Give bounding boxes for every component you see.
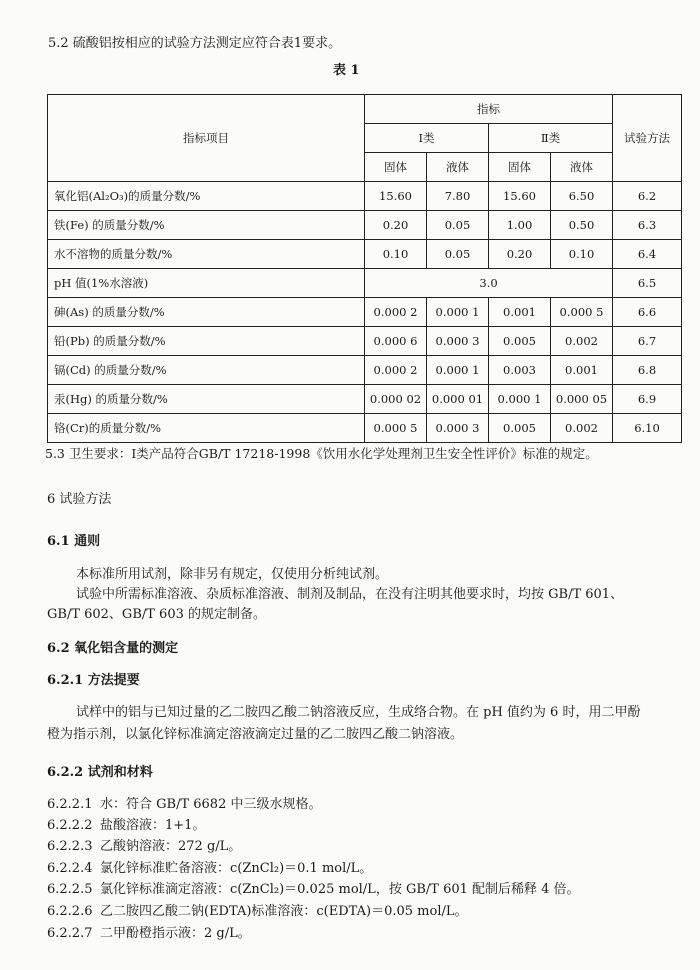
section-6-1-heading: 6.1 通则 (47, 534, 101, 549)
spec-table (47, 94, 682, 443)
row-class1-solid: 15.60 (365, 182, 427, 211)
section-5-2: 5.2 硫酸铝按相应的试验方法测定应符合表1要求。 (48, 36, 342, 51)
row-item-label: 氧化铝(Al₂O₃)的质量分数/% (48, 182, 365, 211)
table-row (48, 414, 682, 443)
reagent-number: 6.2.2.2 (47, 818, 93, 833)
head-item: 指标项目 (48, 95, 365, 182)
reagent-text: 氯化锌标准滴定溶液：c(ZnCl₂)＝0.025 mol/L，按 GB/T 601 配制后稀释 4 倍。 (100, 882, 580, 897)
row-item-label: 水不溶物的质量分数/% (48, 240, 365, 269)
row-method: 6.10 (613, 414, 682, 443)
row-class1-liquid: 0.000 1 (427, 356, 489, 385)
row-class2-liquid: 0.50 (551, 211, 613, 240)
row-class1-liquid: 0.000 1 (427, 298, 489, 327)
para-6-1-line1: 本标准所用试剂，除非另有规定，仅使用分析纯试剂。 (76, 567, 389, 582)
row-class2-solid: 0.20 (489, 240, 551, 269)
row-class1-solid: 0.000 6 (365, 327, 427, 356)
row-class2-liquid: 0.000 5 (551, 298, 613, 327)
reagent-text: 乙二胺四乙酸二钠(EDTA)标准溶液：c(EDTA)＝0.05 mol/L。 (100, 904, 468, 919)
row-class1-solid: 0.000 2 (365, 298, 427, 327)
row-class2-liquid: 0.10 (551, 240, 613, 269)
row-class2-liquid: 0.001 (551, 356, 613, 385)
reagent-text: 水：符合 GB/T 6682 中三级水规格。 (100, 797, 322, 812)
reagent-number: 6.2.2.4 (47, 861, 93, 876)
row-class2-liquid: 0.002 (551, 414, 613, 443)
head-c1-liquid: 液体 (427, 153, 489, 182)
row-class1-liquid: 0.05 (427, 240, 489, 269)
table-row (48, 356, 682, 385)
row-item-label: pH 值(1%水溶液) (48, 269, 365, 298)
para-6-2-1-line1: 试样中的铝与已知过量的乙二胺四乙酸二钠溶液反应，生成络合物。在 pH 值约为 6 时，用二甲酚 (76, 705, 641, 720)
row-merged-value: 3.0 (365, 269, 613, 298)
row-method: 6.9 (613, 385, 682, 414)
reagent-number: 6.2.2.7 (47, 926, 93, 941)
table-caption: 表 1 (333, 63, 360, 78)
row-item-label: 汞(Hg) 的质量分数/% (48, 385, 365, 414)
row-method: 6.2 (613, 182, 682, 211)
table-row (48, 298, 682, 327)
head-index: 指标 (365, 95, 613, 124)
reagent-number: 6.2.2.1 (47, 797, 93, 812)
section-6-2-2-heading: 6.2.2 试剂和材料 (47, 765, 153, 780)
row-item-label: 铅(Pb) 的质量分数/% (48, 327, 365, 356)
reagent-text: 盐酸溶液：1+1。 (100, 818, 206, 833)
row-item-label: 镉(Cd) 的质量分数/% (48, 356, 365, 385)
table-row (48, 269, 682, 298)
reagent-number: 6.2.2.3 (47, 839, 93, 854)
reagent-number: 6.2.2.6 (47, 904, 93, 919)
row-method: 6.3 (613, 211, 682, 240)
section-6-2-heading: 6.2 氧化铝含量的测定 (47, 641, 179, 656)
row-method: 6.7 (613, 327, 682, 356)
row-method: 6.4 (613, 240, 682, 269)
row-class1-liquid: 0.000 01 (427, 385, 489, 414)
row-class2-solid: 0.001 (489, 298, 551, 327)
row-class1-solid: 0.20 (365, 211, 427, 240)
section-6-2-1-heading: 6.2.1 方法提要 (47, 673, 140, 688)
row-class2-solid: 0.000 1 (489, 385, 551, 414)
row-item-label: 砷(As) 的质量分数/% (48, 298, 365, 327)
reagent-number: 6.2.2.5 (47, 882, 93, 897)
row-method: 6.8 (613, 356, 682, 385)
row-item-label: 铬(Cr)的质量分数/% (48, 414, 365, 443)
head-class1: Ⅰ类 (365, 124, 489, 153)
section-5-3-note: 5.3 卫生要求：Ⅰ类产品符合GB/T 17218-1998《饮用水化学处理剂卫生安全性评价》标准的规定。 (45, 446, 598, 461)
head-c2-liquid: 液体 (551, 153, 613, 182)
table-row (48, 327, 682, 356)
row-class1-liquid: 0.000 3 (427, 327, 489, 356)
row-class1-liquid: 0.000 3 (427, 414, 489, 443)
row-class1-solid: 0.000 5 (365, 414, 427, 443)
reagent-text: 乙酸钠溶液：272 g/L。 (100, 839, 242, 854)
table-row (48, 240, 682, 269)
row-class1-liquid: 7.80 (427, 182, 489, 211)
head-c2-solid: 固体 (489, 153, 551, 182)
para-6-2-1-line2: 橙为指示剂，以氯化锌标准滴定溶液滴定过量的乙二胺四乙酸二钠溶液。 (47, 727, 464, 742)
row-class2-solid: 0.005 (489, 327, 551, 356)
section-6-heading: 6 试验方法 (47, 492, 112, 507)
head-class2: Ⅱ类 (489, 124, 613, 153)
reagent-text: 氯化锌标准贮备溶液：c(ZnCl₂)＝0.1 mol/L。 (100, 861, 373, 876)
head-method: 试验方法 (613, 95, 682, 182)
row-class2-liquid: 0.002 (551, 327, 613, 356)
row-class2-liquid: 0.000 05 (551, 385, 613, 414)
table-row (48, 211, 682, 240)
row-method: 6.5 (613, 269, 682, 298)
row-class1-solid: 0.10 (365, 240, 427, 269)
head-c1-solid: 固体 (365, 153, 427, 182)
reagent-text: 二甲酚橙指示液：2 g/L。 (100, 926, 251, 941)
row-class2-liquid: 6.50 (551, 182, 613, 211)
row-class1-liquid: 0.05 (427, 211, 489, 240)
row-class2-solid: 15.60 (489, 182, 551, 211)
row-class2-solid: 1.00 (489, 211, 551, 240)
row-class2-solid: 0.005 (489, 414, 551, 443)
row-class2-solid: 0.003 (489, 356, 551, 385)
row-class1-solid: 0.000 02 (365, 385, 427, 414)
row-method: 6.6 (613, 298, 682, 327)
para-6-1-line3: GB/T 602、GB/T 603 的规定制备。 (47, 607, 267, 622)
table-row (48, 385, 682, 414)
row-class1-solid: 0.000 2 (365, 356, 427, 385)
para-6-1-line2: 试验中所需标准溶液、杂质标准溶液、制剂及制品，在没有注明其他要求时，均按 GB/T 601、 (76, 587, 624, 602)
row-item-label: 铁(Fe) 的质量分数/% (48, 211, 365, 240)
table-row (48, 182, 682, 211)
